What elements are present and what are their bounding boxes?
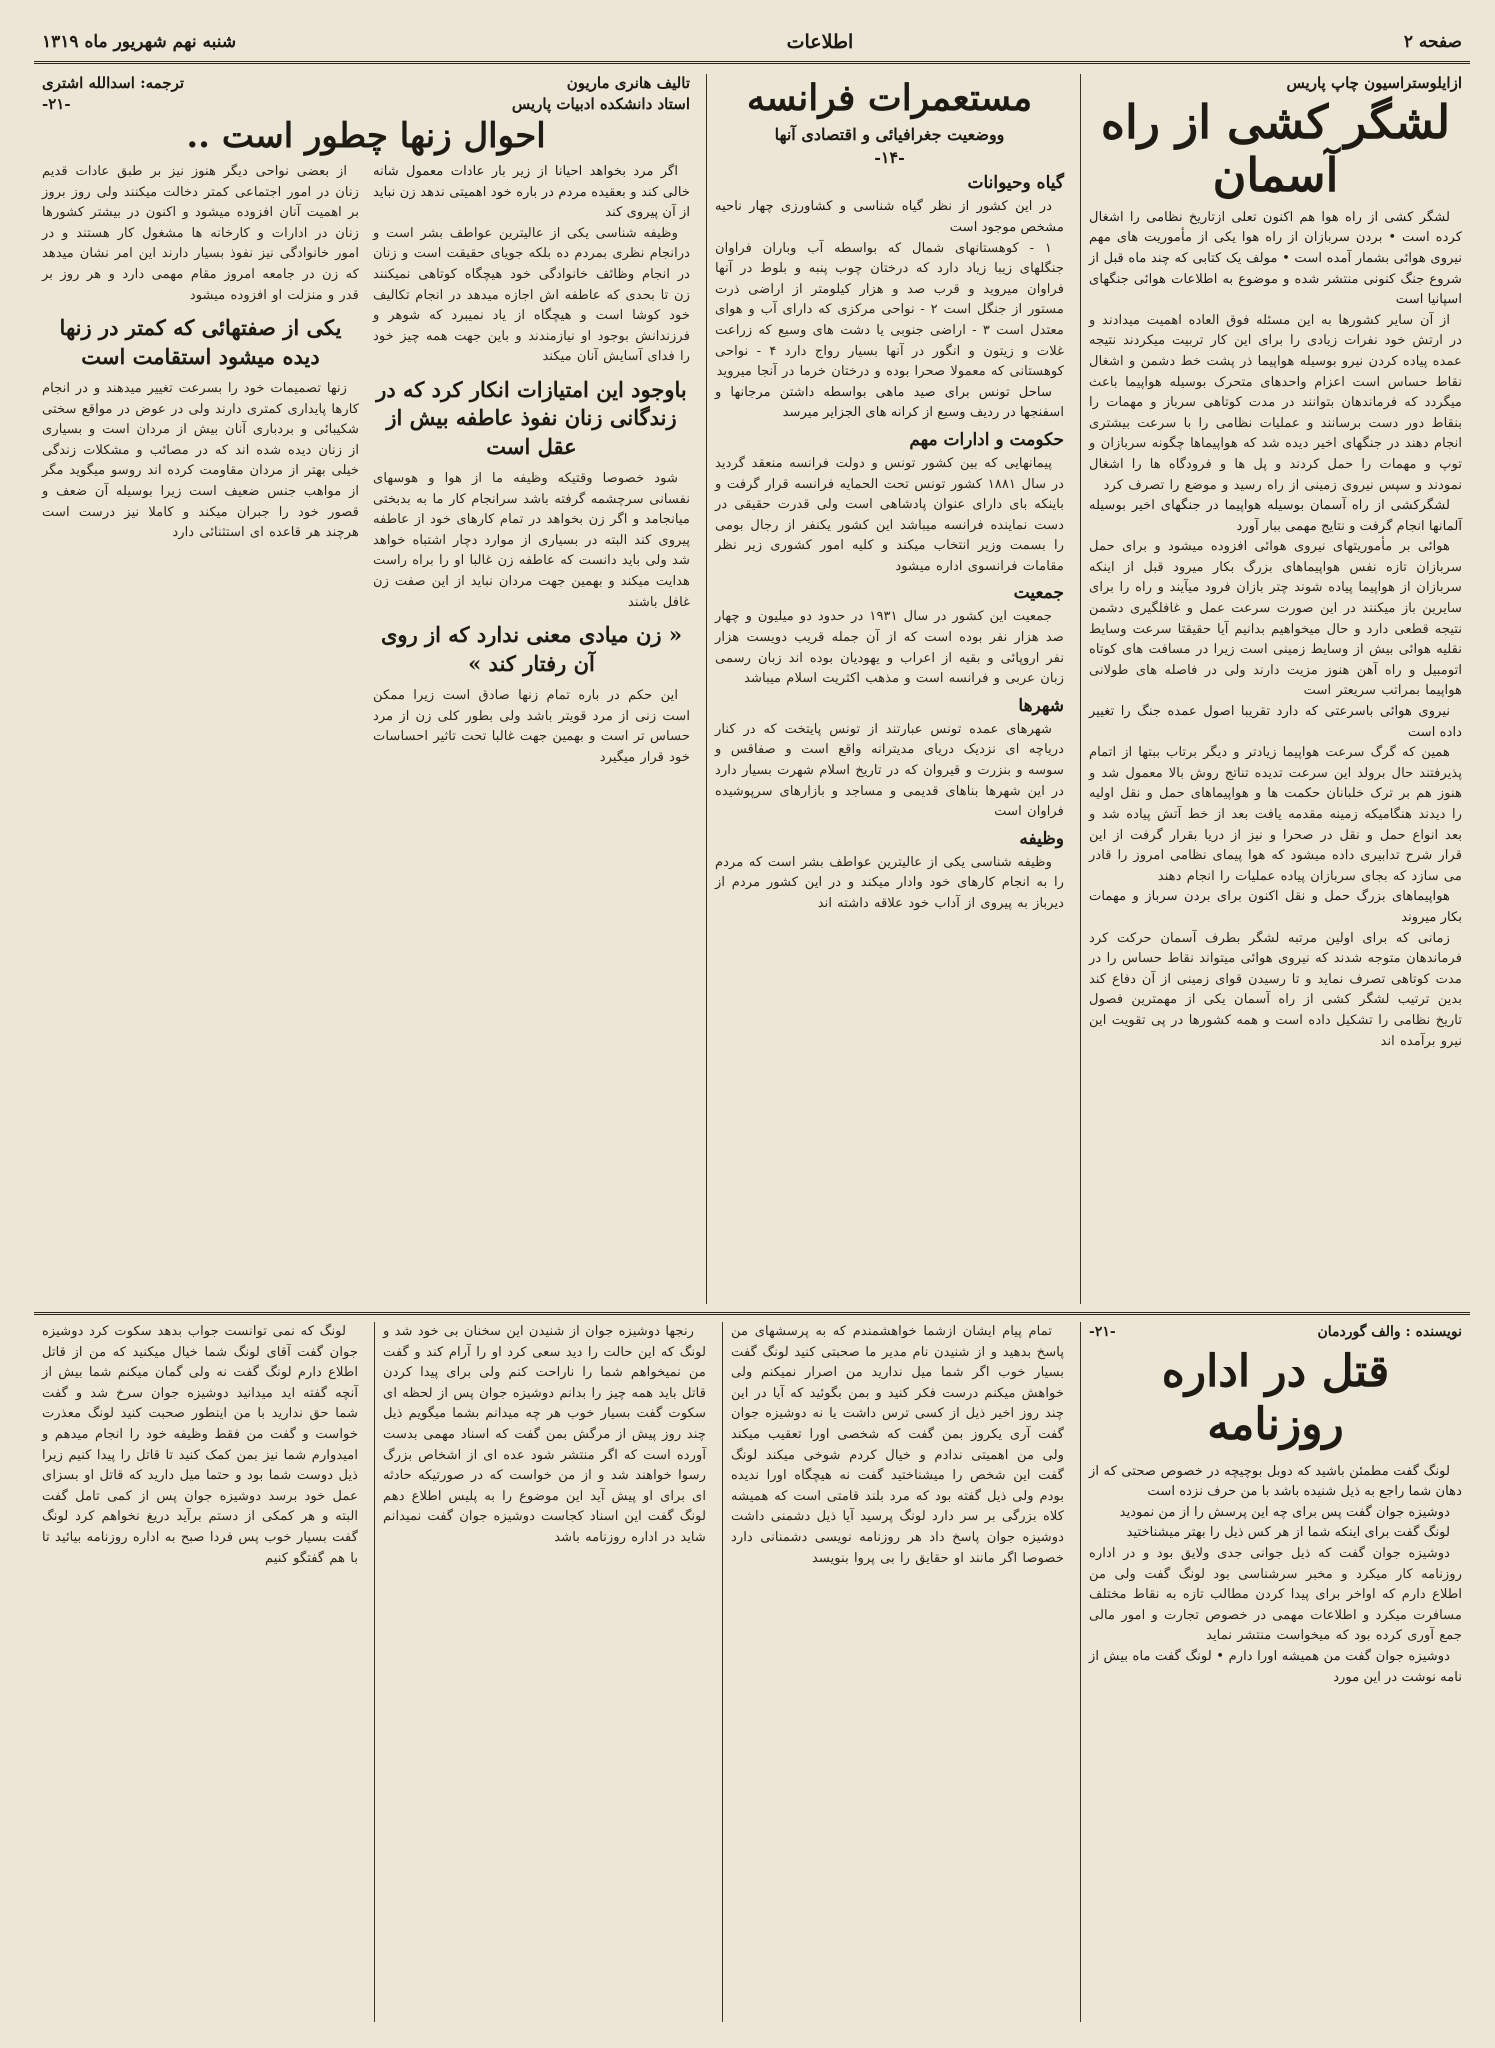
- pull-quote: باوجود این امتیازات انکار کرد که در زندگانی زنان نفوذ عاطفه بیش از عقل است: [376, 377, 687, 459]
- sky-lead: لشگر کشی از راه هوا هم اکنون تعلی ازتاریخ نظامی را اشغال کرده است • بردن سربازان از راه هوا یکی از مأموریت های مهم نیروی هوائی بشمار آمده است • مولف یک کتابی که چند ماه قبل از شروع جنگ کنونی منتشر شده و موضوع به اطلاعات هوائی جنگهای اسپانیا است: [1089, 209, 1462, 308]
- body-text-block: از بعضی نواحی دیگر هنوز نیز بر طبق عادات قدیم زنان در امور اجتماعی کمتر دخالت میکنند ولی روز بروز بر اهمیت آنان افزوده میشود و اکنون در بیشتر کشورها زنان در ادارات و کارخانه ها مشغول کار هستند و در امور خانوادگی نیز نفوذ بسیار دارند این امر نشان میدهد که زن در جامعه امروز مقام مهمی دارد و هر روز بر قدر و منزلت او افزوده میشود: [42, 164, 359, 303]
- headline-sky: لشگر کشی از راه آسمان: [1100, 95, 1451, 202]
- section-heading: وظیفه: [1019, 828, 1064, 849]
- body-text-block: هوائی بر مأموریتهای نیروی هوائی افزوده میشود و برای حمل سربازان تازه نفس هواپیماهای بزرگ بکار میرود قبل از اینکه سربازان از هواپیما پیاده شوند چتر بازان فرود میآیند و راه را برای سایرین باز میکنند در این صورت سرعت عمل و غافلگیری دشمن نتیجه قطعی دارد و حال میخواهیم بدانیم آیا حقیقتا سرعت وسایط نقلیه هوائی بیش از وسایط زمینی است زیرا در مسافت های کوتاه اتومبیل و راه آهن هنوز مزیت دارند ولی در فاصله های طولانی هواپیما بمراتب سریعتر است: [1089, 539, 1462, 699]
- section-heading: حکومت و ادارات مهم: [909, 429, 1064, 450]
- column-colonies-article: [706, 74, 1072, 1304]
- body-text-block: تمام پیام ایشان ازشما خواهشمندم که به پرسشهای من پاسخ بدهید و از شنیدن نام مدیر ما صحبتی کنید لونگ گفت بسیار خوب اگر شما میل ندارید من اصرار نمیکنم ولی خواهش میکنم درست فکر کنید و بمن بگوئید که آیا در این چند روز اخیر ذیل از کسی ترس داشت یا نه دوشیزه جوان گفت آری یکروز بمن گفت که شخصی اورا تعقیب میکند ولی من اهمیتی ندادم و خیال کردم شوخی میکند لونگ گفت این شخص را میشناختید گفت نه هیچگاه اورا ندیده بودم ولی ذیل گفته بود که مرد بلند قامتی است که همیشه کلاه بزرگی بر سر دارد لونگ پرسید آیا ذیل دشمنی داشت دوشیزه جوان پاسخ داد هر روزنامه نویسی دشمنانی دارد خصوصا اگر مانند او حقایق را بی پروا بنویسد: [731, 1324, 1064, 1566]
- serial-p3: لونگ گفت برای اینکه شما از هر کس ذیل را بهتر میشناختید: [1126, 1525, 1450, 1541]
- body-text-block: دوشیزه جوان گفت که ذیل جوانی جدی ولایق بود و در اداره روزنامه کار میکرد و مخبر سرشناسی بود لونگ گفت ولی من اطلاع دارم که اواخر برای پیدا کردن مطالب تازه به نقاط مختلف مسافرت میکرد و اطلاعات مهمی در خصوص تجارت و امور مالی جمع آوری کرده بود که میخواست منتشر نماید: [1089, 1545, 1462, 1644]
- headline-colonies: مستعمرات فرانسه: [746, 77, 1033, 119]
- women-affiliation: استاد دانشکده ادبیات پاریس: [511, 95, 690, 113]
- body-text-block: وظیفه شناسی یکی از عالیترین عواطف بشر است و درانجام نظری بمردم ده بلکه جویای حقیقت است و زنان در انجام وظائف خانوادگی خود هیچگاه کوتاهی نمیکنند زن تا بحدی که عاطفه اش اجازه میدهد در انجام تکالیف خود کوشا است و هیچگاه از یاد نمیبرد که شوهر و فرزندانش بوجود او نیازمندند و باین جهت همه چیز خود را فدای آسایش آنان میکند: [373, 225, 690, 365]
- serial-part-number: -۲۱-: [1089, 1324, 1116, 1340]
- colonies-part-number: -۱۴-: [874, 148, 905, 168]
- section-heading: جمعیت: [1013, 583, 1064, 604]
- body-text-block: شود خصوصا وقتیکه وظیفه ما از هوا و هوسهای نفسانی سرچشمه گرفته باشد سرانجام کار ما به بدبختی میانجامد و اگر زن بخواهد در تمام کارهای خود از عاطفه پیروی کند البته در بسیاری از موارد دچار اشتباه خواهد شد ولی باید دانست که عاطفه زن غالبا او را براه راست هدایت میکند و بهمین جهت مردان نباید از این صفت زن غافل باشند: [373, 471, 690, 610]
- body-text-block: جمعیت این کشور در سال ۱۹۳۱ در حدود دو میلیون و چهار صد هزار نفر بوده است که از آن جمله قریب دویست هزار نفر اروپائی و بقیه از اعراب و یهودیان بوده اند زبان رسمی زبان عربی و فرانسه است و مذهب اکثریت اسلام میباشد: [715, 609, 1064, 687]
- sky-p4: هواپیماهای بزرگ حمل و نقل اکنون برای بردن سرباز و مهمات بکار میروند: [1089, 889, 1462, 925]
- body-text-block: از آن سایر کشورها به این مسئله فوق العاده اهمیت میدادند و در ارتش خود نفرات زیادی را برای این کار تربیت میکردند نتیجه عمده پیاده کردن نیرو بوسیله هواپیما ذر پشت خط دشمن و اشغال نقاط حساس است اعزام واحدهای متحرک بوسیله هواپیما باعث میگردد که فرماندهان بتوانند در مدت کوتاهی سرباز و مهمات را بنقاط دور دست برسانند و عملیات نظامی را با سرعت بیشتری انجام دهند در جنگهای اخیر دیده شد که هواپیماها چگونه سربازان و توپ و مهمات را حمل کردند و پل ها و فرودگاه ها را اشغال نمودند و سپس نیروی زمینی از راه رسید و موضع را تصرف کرد: [1089, 312, 1462, 493]
- section-heading: گیاه وحیوانات: [967, 173, 1064, 194]
- column-sky-article: [1080, 74, 1470, 1304]
- women-credits-2: [42, 95, 690, 113]
- serial-p1: لونگ گفت مطمئن باشید که دوبل بوچیچه در خصوص صحتی که از دهان شما راجع به ذیل شنیده باشد با من حرف نزده است: [1089, 1463, 1462, 1500]
- body-text-block: این حکم در باره تمام زنها صادق است زیرا ممکن است زنی از مرد قویتر باشد ولی بطور کلی زن از مرد حساس تر است و بهمین جهت غالبا تحت تاثیر احساسات خود قرار میگیرد: [373, 687, 690, 765]
- colonies-p1: در این کشور از نظر گیاه شناسی و کشاورزی چهار ناحیه مشخص موجود است: [715, 199, 1064, 235]
- women-part-number: -۲۱-: [42, 95, 71, 113]
- women-p1: اگر مرد بخواهد احیانا از زیر بار عادات معمول شانه خالی کند و بعقیده مردم در باره خود اهمیتی ندهد زن نباید از آن پیروی کند: [373, 164, 690, 221]
- headline-serial: قتل در اداره روزنامه: [1161, 1346, 1390, 1450]
- serial-column-4: [34, 1322, 366, 2022]
- serial-column-3: [374, 1322, 714, 2022]
- serial-p4: دوشیزه جوان گفت من همیشه اورا دارم • لونگ گفت ماه بیش از نامه نوشت در این مورد: [1089, 1648, 1462, 1685]
- sky-p2: لشگرکشی از راه آسمان بوسیله هواپیما در جنگهای اخیر بوسیله آلمانها انجام گرفت و نتایج مهمی ببار آورد: [1089, 498, 1462, 534]
- body-text-block: وظیفه شناسی یکی از عالیترین عواطف بشر است که مردم را به انجام کارهای خود وادار میکند و در این کشور مردم از دیرباز به پیروی از آداب خود علاقه داشته اند: [715, 854, 1064, 912]
- body-text-block: همین که گرگ سرعت هواپیما زیادتر و دیگر برتاب ببتها از اتمام پذیرفتند حال برولد این سرعت تدیده تناتج روش بالا معمول شد و هنوز هم بر ترک خلبانان حکمت ها و هواپیماهای حمل و نقل اولیه را دیدند هنگامیکه زمینه مقدمه یافت بعد از خط آتش پیاده شد و بعد انواع حمل و نقل در صحرا و نیز از دریا بقرار گرفت از این قرار شرح تدابیری داده میشود که هوا پیمای نظامی امروز را قادر می سازد که بجای سربازان پیاده عملیات را انجام دهند: [1089, 745, 1462, 884]
- serial-author: نویسنده : والف گوردمان: [1317, 1324, 1462, 1340]
- body-text-block: پیمانهایی که بین کشور تونس و دولت فرانسه منعقد گردید در سال ۱۸۸۱ کشور تونس تحت الحمایه فرانسه قرار گرفت و باینکه بای دارای عنوان پادشاهی است ولی قدرت حقیقی در دست نماینده فرانسه میباشد این کشور یکنفر از رجال بومی را بسمت وزیر انتخاب میکند و کلیه امور کشوری زیر نظر مقامات فرانسوی اداره میشود: [715, 455, 1064, 574]
- body-text-block: شهرهای عمده تونس عبارتند از تونس پایتخت که در کنار دریاچه ای نزدیک دریای مدیترانه واقع است و صفاقس و سوسه و بنزرت و قیروان که در تاریخ اسلام شهرت بسیار دارد در این شهرها بناهای قدیمی و مساجد و بازارهای سرپوشیده فراوان است: [715, 721, 1064, 820]
- colonies-subtitle: ووضعیت جغرافیائی و اقتصادی آنها: [774, 125, 1005, 145]
- serial-p2: دوشیزه جوان گفت پس برای چه این پرسش را از من نمودید: [1119, 1504, 1450, 1520]
- pull-quote-2: « زن میادی معنی ندارد که از روی آن رفتار کند »: [380, 622, 682, 676]
- serial-credits: [1089, 1324, 1462, 1340]
- body-text-block: رنجها دوشیزه جوان از شنیدن این سخنان بی خود شد و لونگ که این حالت را دید سعی کرد او را آرام کند و گفت من نمیخواهم شما را ناراحت کنم ولی برای پیدا کردن قاتل باید همه چیز را بدانم دوشیزه جوان پس از لحظه ای سکوت گفت بسیار خوب هر چه میدانم بشما میگویم ذیل چند روز پیش از مرگش بمن گفت که اسناد مهمی بدست آورده است که اگر منتشر شود عده ای از اشخاص بزرگ رسوا خواهند شد و از من خواست که در صورتیکه حادثه ای برای او پیش آید این موضوع را به پلیس اطلاع دهم لونگ گفت این اسناد کجاست دوشیزه جوان گفت نمیدانم شاید در اداره روزنامه باشد: [383, 1324, 706, 1545]
- women-translator: ترجمه: اسدالله اشتری: [42, 74, 185, 92]
- page-label: صفحه ۲: [1403, 31, 1462, 52]
- body-text-block: زنها تصمیمات خود را بسرعت تغییر میدهند و در انجام کارها پایداری کمتری دارند ولی در عوض در مواقع سختی شکیبائی و بردباری آنان بیش از مردان است و بسیاری از زنان دیده شده اند که در مصائب و مشکلات زندگی خیلی بهتر از مردان مقاومت کرده اند روسو میگوید مگر از مواهب جنس ضعیف است زیرا بوسیله آن ضعف و قصور خود را جبران میکند و کاملا نیز درست است هرچند هر قاعده ای استثنائی دارد: [42, 380, 359, 541]
- serial-column-1: [1080, 1322, 1470, 2022]
- sky-p3: نیروی هوائی باسرعتی که دارد تقریبا اصول عمده جنگ را تغییر داده است: [1089, 704, 1462, 740]
- masthead: [34, 22, 1470, 64]
- source-credit: ازایلوستراسیون چاپ پاریس: [1286, 74, 1462, 92]
- women-body: [42, 162, 690, 768]
- body-text-block: لونگ که نمی توانست جواب بدهد سکوت کرد دوشیزه جوان گفت آقای لونگ شما خیال میکنید که من از قاتل اطلاع دارم لونگ گفت نه ولی گمان میکنم شما بیش از آنچه گفته اید میدانید دوشیزه جوان سرخ شد و گفت شما حق ندارید با من اینطور صحبت کنید لونگ معذرت خواست و گفت من فقط وظیفه خود را انجام میدهم و امیدوارم شما نیز بمن کمک کنید تا قاتل را پیدا کنیم زیرا ذیل دوست شما بود و حتما میل دارید که قاتل او بسزای عمل خود برسد دوشیزه جوان پس از کمی تامل گفت البته و هر کمکی از دستم برآید دریغ نخواهم کرد لونگ گفت بسیار خوب پس فردا صبح به اداره روزنامه بیائید تا با هم گفتگو کنیم: [42, 1324, 358, 1566]
- newspaper-page: [34, 22, 1470, 2028]
- colonies-p2: ساحل تونس برای صید ماهی بواسطه داشتن مرجانها و اسفنجها در ردیف وسیع از کرانه های الجزایر میرسد: [715, 384, 1064, 421]
- section-divider: [34, 1312, 1470, 1315]
- body-text-block: زمانی که برای اولین مرتبه لشگر بطرف آسمان حرکت کرد فرماندهان متوجه شدند که نیروی هوائی میتواند نقاط حساس را در مدت کوتاهی تصرف نماید و تا رسیدن قوای زمینی از آن دفاع کند بدین ترتیب لشگر کشی از راه آسمان یکی از مهمترین فصول تاریخ نظامی را تشکیل داده است و همه کشورها در پی تقویت این نیرو برآمده اند: [1089, 930, 1462, 1049]
- headline-women: احوال زنها چطور است ..: [186, 116, 546, 156]
- section-heading: شهرها: [1018, 695, 1064, 716]
- body-text-block: ۱ - کوهستانهای شمال که بواسطه آب وباران فراوان جنگلهای زیبا زیاد دارد که درختان چوب پنبه و بلوط در آنها فراوان میروید و قرب صد و هزار کیلومتر از اراضی ذرت مستور از جنگل است ۲ - نواحی مرکزی که دارای آب و هوای معتدل است ۳ - اراضی جنوبی یا دشت های وسیع که زراعت غلات و زیتون و انگور در آنها بسیار رواج دارد ۴ - نواحی کوهستانی که معمولا صحرا بوده و درختان خرما در آنجا میروید: [715, 240, 1064, 380]
- serial-column-2: [722, 1322, 1072, 2022]
- paper-name: اطلاعات: [786, 30, 854, 53]
- women-subcolumn-left: [42, 162, 359, 768]
- pull-quote-3: یکی از صفتهائی که کمتر در زنها دیده میشود استقامت است: [59, 315, 342, 369]
- issue-date: شنبه نهم شهریور ماه ۱۳۱۹: [42, 31, 237, 52]
- women-credits: [42, 74, 690, 92]
- women-author: تالیف هانری ماریون: [566, 74, 690, 92]
- women-subcolumn-right: [373, 162, 690, 768]
- column-women-article: [34, 74, 698, 1304]
